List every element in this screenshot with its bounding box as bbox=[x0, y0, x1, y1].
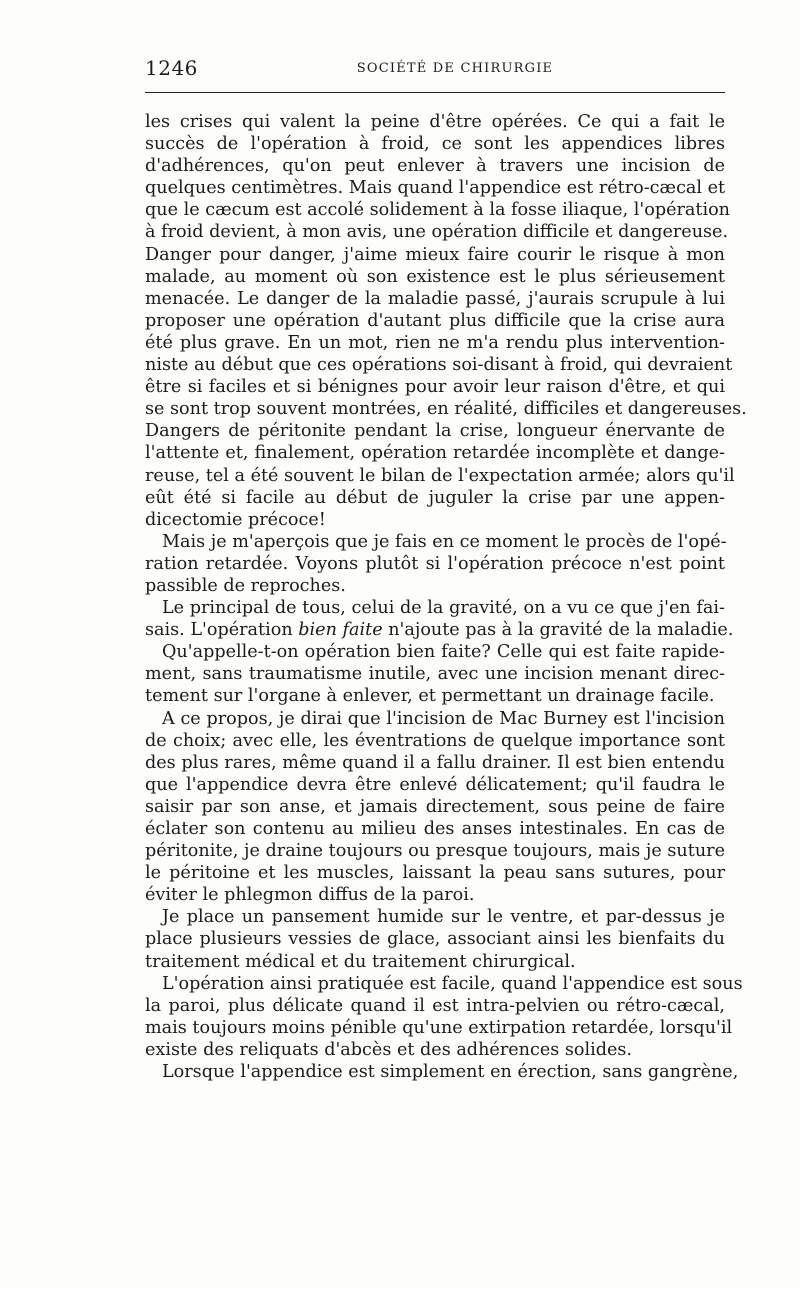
text-line: les crises qui valent la peine d'être opérées. Ce qui a fait le bbox=[145, 112, 725, 132]
paragraph bbox=[145, 111, 747, 531]
paragraph bbox=[145, 906, 725, 972]
text-line: quelques centimètres. Mais quand l'appendice est rétro-cæcal et bbox=[145, 178, 726, 199]
text-line: saisir par son anse, et jamais directement, sous peine de faire bbox=[145, 796, 725, 817]
text-line: niste au début que ces opérations soi-disant à froid, qui devraient bbox=[145, 355, 733, 376]
text-line: de choix; avec elle, les éventrations de quelque importance sont bbox=[145, 730, 725, 751]
text-line: éclater son contenu au milieu des anses intestinales. En cas de bbox=[145, 819, 725, 839]
text-line: menacée. Le danger de la maladie passé, j'aurais scrupule à lui bbox=[145, 288, 725, 309]
text-line: d'adhérences, qu'on peut enlever à travers une incision de bbox=[145, 156, 725, 177]
text-line: éviter le phlegmon diffus de la paroi. bbox=[145, 885, 475, 906]
text-line: dicectomie précoce! bbox=[145, 509, 326, 530]
paragraph bbox=[145, 973, 743, 1061]
text-line: été plus grave. En un mot, rien ne m'a rendu plus intervention- bbox=[145, 332, 725, 353]
text-line: eût été si facile au début de juguler la crise par une appen- bbox=[145, 487, 725, 508]
text-line: des plus rares, même quand il a fallu drainer. Il est bien entendu bbox=[145, 752, 725, 773]
text-line: péritonite, je draine toujours ou presque toujours, mais je suture bbox=[145, 841, 725, 862]
paragraph bbox=[145, 641, 725, 707]
text-line: que l'appendice devra être enlevé délicatement; qu'il faudra le bbox=[145, 774, 725, 795]
text-line: Qu'appelle-t-on opération bien faite? Celle qui est faite rapide- bbox=[162, 642, 725, 663]
paragraph bbox=[145, 1061, 739, 1083]
text-line: à froid devient, à mon avis, une opération difficile et dangereuse. bbox=[145, 222, 729, 243]
text-line: Mais je m'aperçois que je fais en ce moment le procès de l'opé- bbox=[162, 531, 727, 552]
body-text bbox=[145, 111, 747, 1083]
text-line: A ce propos, je dirai que l'incision de Mac Burney est l'incision bbox=[162, 708, 725, 729]
text-line: la paroi, plus délicate quand il est intra-pelvien ou rétro-cæcal, bbox=[145, 995, 725, 1016]
text-line: L'opération ainsi pratiquée est facile, quand l'appendice est sous bbox=[162, 973, 743, 994]
text-line: existe des reliquats d'abcès et des adhérences solides. bbox=[145, 1039, 633, 1060]
text-line: proposer une opération d'autant plus difficile que la crise aura bbox=[145, 310, 725, 331]
text-line: être si faciles et si bénignes pour avoir leur raison d'être, et qui bbox=[145, 377, 725, 398]
paragraph bbox=[145, 597, 734, 641]
text-line: que le cæcum est accolé solidement à la fosse iliaque, l'opération bbox=[145, 200, 731, 221]
header-rule bbox=[145, 92, 725, 93]
text-line: ment, sans traumatisme inutile, avec une incision menant direc- bbox=[145, 664, 725, 685]
text-line: Danger pour danger, j'aime mieux faire courir le risque à mon bbox=[145, 244, 725, 265]
text-line: passible de reproches. bbox=[145, 575, 346, 596]
text-line: mais toujours moins pénible qu'une extirpation retardée, lorsqu'il bbox=[145, 1017, 733, 1038]
text-line: Je place un pansement humide sur le ventre, et par-dessus je bbox=[162, 907, 725, 928]
page-number: 1246 bbox=[145, 56, 198, 80]
text-line: place plusieurs vessies de glace, associant ainsi les bienfaits du bbox=[145, 929, 725, 950]
text-line: traitement médical et du traitement chirurgical. bbox=[145, 951, 576, 972]
text-line: Le principal de tous, celui de la gravité, on a vu ce que j'en fai- bbox=[162, 598, 725, 619]
running-head: SOCIÉTÉ DE CHIRURGIE bbox=[356, 61, 554, 76]
paragraph bbox=[145, 708, 725, 907]
text-line: Dangers de péritonite pendant la crise, longueur énervante de bbox=[145, 421, 725, 442]
text-line: sais. L'opération bien faite n'ajoute pas à la gravité de la maladie. bbox=[145, 620, 734, 641]
text-line: reuse, tel a été souvent le bilan de l'expectation armée; alors qu'il bbox=[145, 465, 735, 486]
text-line: ration retardée. Voyons plutôt si l'opération précoce n'est point bbox=[145, 553, 725, 574]
text-line: l'attente et, finalement, opération retardée incomplète et dange- bbox=[145, 443, 725, 464]
page-header bbox=[145, 52, 725, 92]
text-line: se sont trop souvent montrées, en réalité, difficiles et dangereuses. bbox=[145, 399, 747, 420]
text-line: le péritoine et les muscles, laissant la peau sans sutures, pour bbox=[145, 863, 725, 884]
text-line: tement sur l'organe à enlever, et permettant un drainage facile. bbox=[145, 686, 715, 707]
text-line: malade, au moment où son existence est le plus sérieusement bbox=[145, 266, 725, 287]
text-line: succès de l'opération à froid, ce sont les appendices libres bbox=[145, 134, 725, 155]
paragraph bbox=[145, 531, 725, 597]
text-line: Lorsque l'appendice est simplement en érection, sans gangrène, bbox=[162, 1062, 739, 1083]
